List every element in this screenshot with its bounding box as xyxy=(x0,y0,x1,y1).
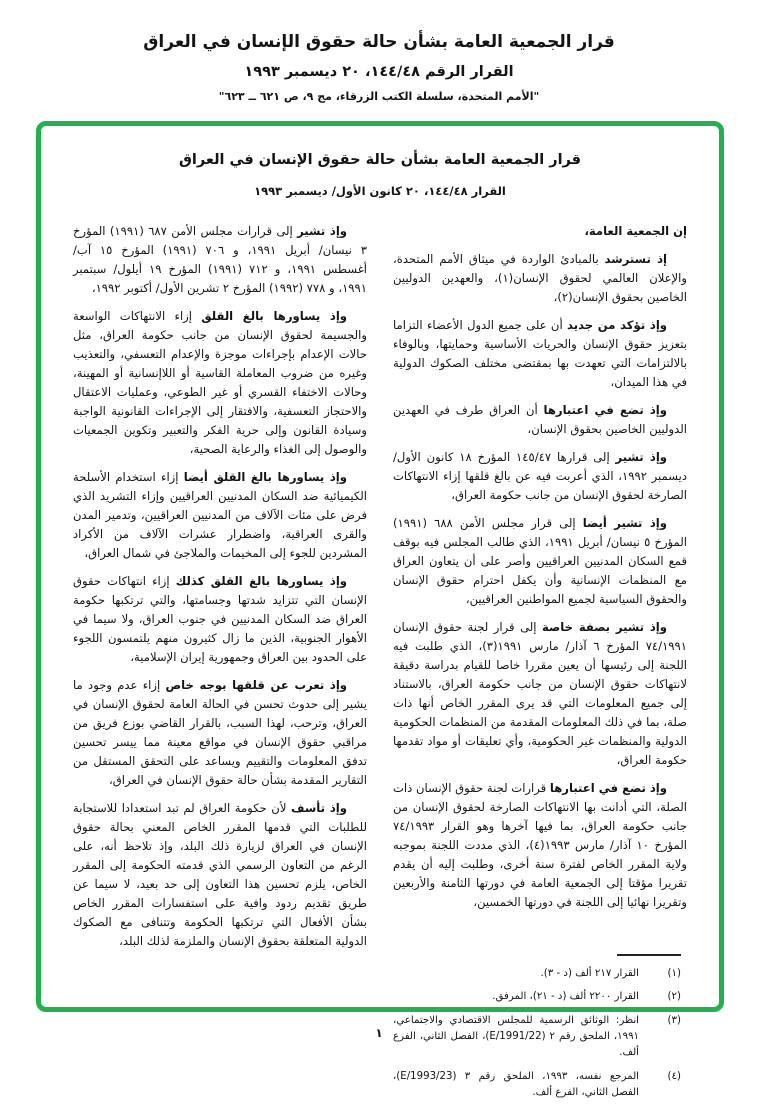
footnote-item xyxy=(393,1069,687,1102)
paragraph-lead: وإذ تضع في اعتبارها xyxy=(543,403,667,417)
paragraph-text: إزاء انتهاكات حقوق الإنسان التي تتزايد شدتها وجسامتها، والتي ترتكبها حكومة العراق ضد السكان المدنيين في جنوب العراق، ولا سيما في الأهوار الجنوبية، الذين ما زال كثيرون منهم يلتمسون اللجوء على الحدود بين العراق وجمهورية إيران الإسلامية، xyxy=(73,574,367,664)
paragraph-lead: وإذ يساورها بالغ القلق كذلك xyxy=(175,574,347,588)
paragraph-text: إلى قرار لجنة حقوق الإنسان ٧٤/١٩٩١ المؤرخ ٦ آذار/ مارس ١٩٩١(٣)، الذي طلبت فيه اللجنة إلى رئيسها أن يعين مقررا خاصا للقيام بدراسة دقيقة لانتهاكات حقوق الإنسان من جانب حكومة العراق، بالاستناد إلى جميع المعلومات التي قد يرى المقرر الخاص أنها ذات صلة، بما في ذلك المعلومات المقدمة من المنظمات الحكومية الدولية والمنظمات غير الحكومية، وأي تعليقات أو مواد تقدمها حكومة العراق، xyxy=(393,620,687,767)
column-right xyxy=(393,222,687,1108)
paragraph xyxy=(73,572,367,667)
paragraph xyxy=(73,307,367,459)
footnote-marker: (١) xyxy=(667,968,681,979)
document-box xyxy=(36,121,724,1098)
paragraph-lead: وإذ تعرب عن قلقها بوجه خاص xyxy=(165,678,348,692)
column-left xyxy=(73,222,367,960)
paragraph-lead: إذ تسترشد xyxy=(604,252,667,266)
paragraph xyxy=(393,316,687,392)
box-resolution-number: القرار ١٤٤/٤٨، ٢٠ كانون الأول/ ديسمبر ١٩٩٣ xyxy=(254,184,506,198)
paragraph-lead: وإذ يساورها بالغ القلق xyxy=(201,309,347,323)
paragraph-text: قرارات لجنة حقوق الإنسان ذات الصلة، التي أدانت بها الانتهاكات الصارخة لحقوق الإنسان من جانب حكومة العراق، بما فيها آخرها وهو القرار ٧٤/١٩٩٣ المؤرخ ١٠ آذار/ مارس ١٩٩٣(٤)، الذي مددت اللجنة بموجبه ولاية المقرر الخاص لفترة سنة أخرى، وطلبت إليه أن يقدم تقريرا مؤقتا إلى الجمعية العامة في دورتها الثامنة والأربعين وتقريرا نهائيا إلى اللجنة في دورتها الخمسين، xyxy=(393,781,687,909)
header-resolution-number: القرار الرقم ١٤٤/٤٨، ٢٠ ديسمبر ١٩٩٣ xyxy=(244,64,514,80)
header-source-citation: "الأمم المتحدة، سلسلة الكتب الزرقاء، مج ٩، ص ٦٢١ ــ ٦٢٣" xyxy=(218,90,540,103)
paragraph xyxy=(393,250,687,307)
paragraph-text: إزاء عدم وجود ما يشير إلى حدوث تحسن في الحالة العامة لحقوق الإنسان في العراق، وترحب، لهذا السبب، بالقرار القاضي بوزع فريق من مراقبي حقوق الإنسان في مواقع معينة مما ييسر تحسين تدفق المعلومات والتقييم ويساعد على التحقق المستقل من التقارير المقدمة بشأن حالة حقوق الإنسان في العراق، xyxy=(73,678,367,787)
header-title: قرار الجمعية العامة بشأن حالة حقوق الإنسان في العراق xyxy=(143,32,615,52)
paragraph-text: أن العراق طرف في العهدين الدوليين الخاصين بحقوق الإنسان، xyxy=(393,403,687,436)
footnote-separator xyxy=(617,954,681,956)
paragraph-text: إزاء الانتهاكات الواسعة والجسيمة لحقوق الإنسان من جانب حكومة العراق، مثل حالات الإعدام بإجراءات موجزة والإعدام التعسفي، والتعذيب وغيره من ضروب المعاملة القاسية أو اللاإنسانية أو المهينة، وحالات الاختفاء القسري أو غير الطوعي، وعمليات الاعتقال والاحتجاز التعسفية، والافتقار إلى الإجراءات القانونية الواجبة وسيادة القانون وإلى حرية الفكر والتعبير وتكوين الجمعيات والوصول إلى الغذاء والرعاية الصحية، xyxy=(73,309,367,456)
paragraph xyxy=(73,799,367,951)
box-title: قرار الجمعية العامة بشأن حالة حقوق الإنسان في العراق xyxy=(178,152,582,168)
paragraph-text: لأن حكومة العراق لم تبد استعدادا للاستجابة للطلبات التي قدمها المقرر الخاص المعني بحالة حقوق الإنسان في العراق لزيارة ذلك البلد، وإذ تلاحظ أنه، على الرغم من التعاون الرسمي الذي قدمته الحكومة إلى المقرر الخاص، يلزم تحسين هذا التعاون إلى حد بعيد، لا سيما عن طريق تقديم ردود وافية على استفسارات المقرر الخاص بشأن الأفعال التي ترتكبها الحكومة وتتنافى مع الصكوك الدولية المتعلقة بحقوق الإنسان والملزمة لذلك البلد، xyxy=(73,801,367,948)
footnote-marker: (٤) xyxy=(667,1070,681,1082)
footnote-text: المرجع نفسه، ١٩٩٣، الملحق رقم ٣ (E/1993/23)، الفصل الثاني، الفرع ألف. xyxy=(393,1070,640,1098)
paragraph-text: إلى قرارها ١٤٥/٤٧ المؤرخ ١٨ كانون الأول/ ديسمبر ١٩٩٢، الذي أعربت فيه عن بالغ قلقها إزاء الانتهاكات الصارخة لحقوق الإنسان من جانب حكومة العراق، xyxy=(393,450,687,502)
footnote-text: القرار ٢٢٠٠ ألف (د - ٢١)، المرفق. xyxy=(492,991,639,1003)
paragraph-text: إزاء استخدام الأسلحة الكيميائية ضد السكان المدنيين العراقيين وإزاء التشريد الذي فرض على مئات الآلاف من المدنيين العراقيين، وتدمير المدن والقرى العراقية، واضطرار عشرات الآلاف من الأكراد المشردين للجوء إلى المخيمات والملاجئ في شمال العراق، xyxy=(73,470,367,560)
footnote-marker: (٣) xyxy=(667,1014,681,1026)
paragraph-text: أن على جميع الدول الأعضاء التزاما بتعزيز حقوق الإنسان والحريات الأساسية وحمايتها، وبالوفاء بالالتزامات التي تعهدت بها بمقتضى مختلف الصكوك الدولية في هذا الميدان، xyxy=(393,318,687,389)
paragraph-text: إلى قرار مجلس الأمن ٦٨٨ (١٩٩١) المؤرخ ٥ نيسان/ أبريل ١٩٩١، الذي طالب المجلس فيه بوقف قمع السكان المدنيين العراقيين وأصر على أن يتعاون العراق مع المنظمات الإنسانية وأن يكفل احترام حقوق الإنسان والحقوق السياسية لجميع المواطنين العراقيين، xyxy=(393,516,687,606)
paragraph-lead: وإذ تؤكد من جديد xyxy=(567,318,667,332)
paragraph-lead: وإذ يساورها بالغ القلق أيضا xyxy=(183,470,347,484)
footnote-text: القرار ٢١٧ ألف (د - ٣). xyxy=(540,968,639,979)
paragraph-text: بالمبادئ الواردة في ميثاق الأمم المتحدة، والإعلان العالمي لحقوق الإنسان(١)، والعهدين الدوليين الخاصين بحقوق الإنسان(٢)، xyxy=(393,252,687,304)
paragraph xyxy=(73,222,367,298)
footnote-item xyxy=(393,989,687,1005)
footnote-item xyxy=(393,966,687,982)
paragraph xyxy=(393,401,687,439)
page-number: ١ xyxy=(375,1026,383,1040)
paragraph xyxy=(393,618,687,770)
paragraph-text: إلى قرارات مجلس الأمن ٦٨٧ (١٩٩١) المؤرخ ٣ نيسان/ أبريل ١٩٩١، و ٧٠٦ (١٩٩١) المؤرخ ١٥ آب/ أغسطس ١٩٩١، و ٧١٢ (١٩٩١) المؤرخ ١٩ أيلول/ سبتمبر ١٩٩١، و ٧٧٨ (١٩٩٢) المؤرخ ٢ تشرين الأول/ أكتوبر ١٩٩٢، xyxy=(73,224,367,295)
paragraph-lead: إن الجمعية العامة، xyxy=(584,224,687,238)
paragraph xyxy=(393,514,687,609)
paragraph xyxy=(393,448,687,505)
paragraph-lead: وإذ تضع في اعتبارها xyxy=(549,781,667,795)
paragraph-lead: وإذ تشير xyxy=(615,450,667,464)
footnote-text: انظر: الوثائق الرسمية للمجلس الاقتصادي والاجتماعي، ١٩٩١، الملحق رقم ٢ (E/1991/22)، الفصل الثاني، الفرع ألف. xyxy=(393,1014,640,1059)
paragraph-lead: وإذ تشير xyxy=(297,224,348,238)
paragraph xyxy=(393,779,687,912)
footnote-marker: (٢) xyxy=(667,991,681,1003)
paragraph-lead: وإذ تأسف xyxy=(291,801,347,815)
paragraph-lead: وإذ تشير أيضا xyxy=(582,516,667,530)
page-header xyxy=(0,0,758,103)
paragraph xyxy=(73,676,367,790)
two-column-body xyxy=(63,222,697,1108)
preamble-opening xyxy=(393,222,687,241)
paragraph-lead: وإذ تشير بصفة خاصة xyxy=(542,620,667,634)
paragraph xyxy=(73,468,367,563)
